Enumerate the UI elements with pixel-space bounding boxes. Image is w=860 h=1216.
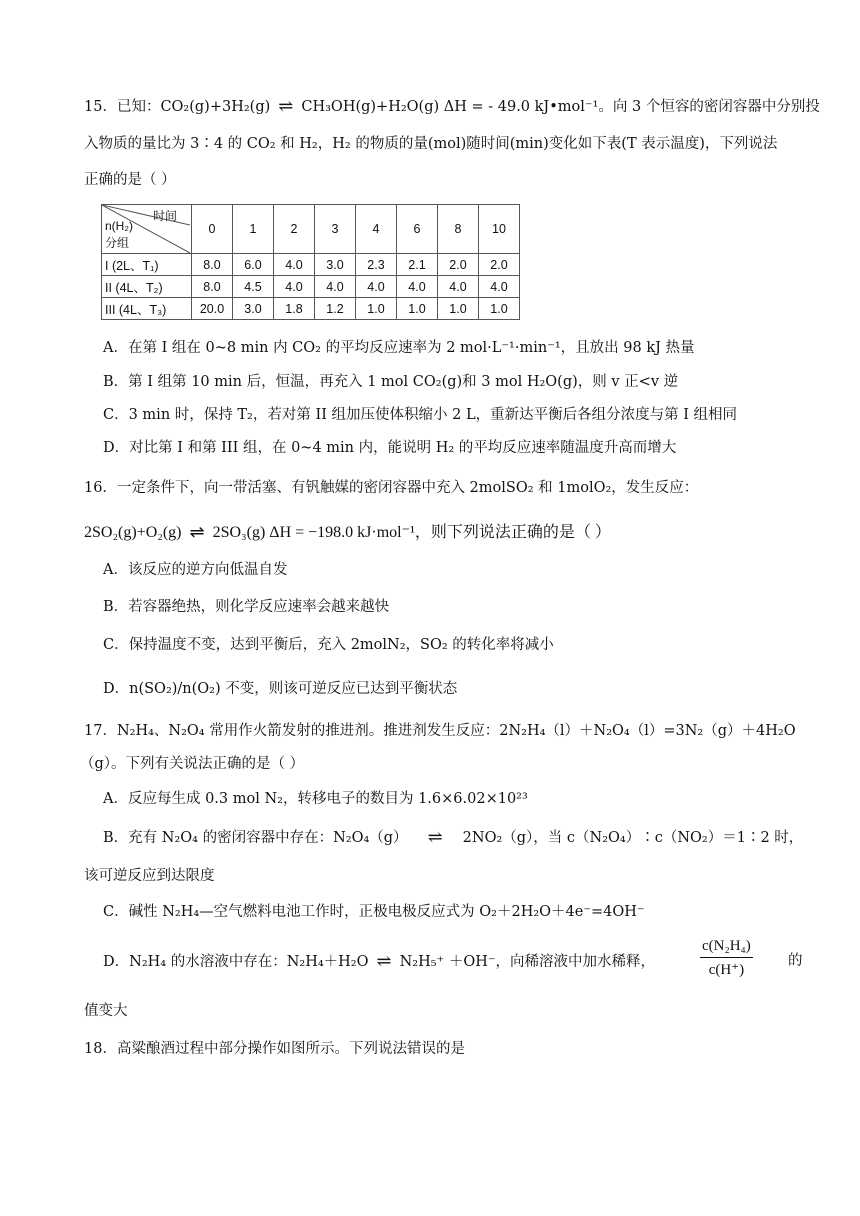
time-header: 6 — [397, 205, 438, 254]
q15-stem-part-b: CH₃OH(g)+H₂O(g) ΔH = - 49.0 kJ•mol⁻¹。向 3 个恒容的密闭容器中分别投 — [301, 99, 820, 115]
row-label: I (2L、T₁) — [102, 254, 192, 276]
table-cell: 2.0 — [479, 254, 520, 276]
row-label: III (4L、T₃) — [102, 298, 192, 320]
q15-stem-line1 — [84, 96, 820, 117]
q17-stem-line1: 17．N₂H₄、N₂O₄ 常用作火箭发射的推进剂。推进剂发生反应：2N₂H₄（l）＋N₂O₄（l）=3N₂（g）＋4H₂O — [84, 723, 796, 739]
table-cell: 4.0 — [315, 276, 356, 298]
time-header: 0 — [192, 205, 233, 254]
q16-option-c: C．保持温度不变，达到平衡后，充入 2molN₂，SO₂ 的转化率将减小 — [103, 637, 554, 653]
table-cell: 2.3 — [356, 254, 397, 276]
time-header: 10 — [479, 205, 520, 254]
table-cell: 4.0 — [438, 276, 479, 298]
q15-stem-line3: 正确的是（ ） — [84, 172, 176, 188]
q17-option-b-part-b: 2NO₂（g），当 c（N₂O₄）∶c（NO₂）＝1∶2 时， — [462, 830, 804, 846]
q15-data-table — [101, 204, 520, 320]
q16-equation — [84, 521, 611, 543]
table-cell: 4.0 — [274, 254, 315, 276]
q16-eq-left: 2SO₂(g)+O₂(g) — [84, 524, 182, 541]
q16-option-a: A．该反应的逆方向低温自发 — [103, 562, 288, 578]
table-cell: 1.0 — [479, 298, 520, 320]
table-cell: 20.0 — [192, 298, 233, 320]
corner-label-nh2: n(H₂) — [105, 219, 133, 233]
table-cell: 1.2 — [315, 298, 356, 320]
table-cell: 8.0 — [192, 276, 233, 298]
q17-fraction — [700, 938, 753, 979]
equilibrium-arrow-icon: ⇌ — [427, 827, 443, 848]
q17-option-b-part-a: B．充有 N₂O₄ 的密闭容器中存在：N₂O₄（g） — [103, 830, 408, 846]
q15-option-b: B．第 I 组第 10 min 后，恒温，再充入 1 mol CO₂(g)和 3 mol H₂O(g)，则 v 正<v 逆 — [103, 374, 679, 390]
table-cell: 1.8 — [274, 298, 315, 320]
table-cell: 2.1 — [397, 254, 438, 276]
table-row — [102, 254, 520, 276]
q16-option-b: B．若容器绝热，则化学反应速率会越来越快 — [103, 599, 390, 615]
fraction-denominator: c(H⁺) — [708, 962, 745, 978]
equilibrium-arrow-icon: ⇌ — [278, 96, 294, 117]
q17-option-d-suffix: 的 — [788, 953, 803, 969]
row-label: II (4L、T₂) — [102, 276, 192, 298]
table-cell: 1.0 — [356, 298, 397, 320]
time-header: 8 — [438, 205, 479, 254]
q16-stem-line1: 16．一定条件下，向一带活塞、有钒触媒的密闭容器中充入 2molSO₂ 和 1molO₂，发生反应： — [84, 480, 699, 496]
table-cell: 4.5 — [233, 276, 274, 298]
q17-option-b-line2: 该可逆反应到达限度 — [84, 868, 215, 884]
q17-stem-line2: （g）。下列有关说法正确的是（ ） — [80, 756, 305, 772]
q15-stem-line2: 入物质的量比为 3∶4 的 CO₂ 和 H₂，H₂ 的物质的量(mol)随时间(min)变化如下表(T 表示温度)，下列说法 — [84, 136, 778, 152]
q17-option-d-part-b: N₂H₅⁺ ＋OH⁻，向稀溶液中加水稀释， — [399, 954, 655, 970]
table-cell: 4.0 — [274, 276, 315, 298]
q15-option-a: A．在第 I 组在 0~8 min 内 CO₂ 的平均反应速率为 2 mol·L⁻¹·min⁻¹，且放出 98 kJ 热量 — [103, 340, 695, 356]
table-cell: 4.0 — [479, 276, 520, 298]
table-cell: 1.0 — [438, 298, 479, 320]
q15-option-d: D．对比第 I 和第 III 组，在 0~4 min 内，能说明 H₂ 的平均反应速率随温度升高而增大 — [103, 440, 677, 456]
q17-option-b-line1 — [103, 827, 803, 848]
table-corner-header — [102, 205, 192, 254]
q16-eq-right: 2SO₃(g) ΔH = −198.0 kJ·mol⁻¹，则下列说法正确的是（ ） — [212, 524, 611, 541]
table-cell: 4.0 — [397, 276, 438, 298]
corner-label-group: 分组 — [105, 236, 130, 250]
table-cell: 8.0 — [192, 254, 233, 276]
table-cell: 1.0 — [397, 298, 438, 320]
equilibrium-arrow-icon: ⇌ — [376, 951, 392, 972]
q17-option-d-line2: 值变大 — [84, 1003, 128, 1019]
q17-option-d-line1 — [103, 951, 655, 972]
time-header: 2 — [274, 205, 315, 254]
table-cell: 3.0 — [233, 298, 274, 320]
fraction-numerator: c(N₂H₄) — [700, 938, 753, 958]
q17-option-d-part-a: D．N₂H₄ 的水溶液中存在：N₂H₄＋H₂O — [103, 954, 369, 970]
q16-option-d: D．n(SO₂)/n(O₂) 不变，则该可逆反应已达到平衡状态 — [103, 681, 458, 697]
q17-option-a: A．反应每生成 0.3 mol N₂，转移电子的数目为 1.6×6.02×10²³ — [103, 791, 528, 807]
table-row — [102, 276, 520, 298]
equilibrium-arrow-icon: ⇌ — [189, 522, 205, 542]
q15-option-c: C．3 min 时，保持 T₂，若对第 II 组加压使体积缩小 2 L，重新达平衡后各组分浓度与第 I 组相同 — [103, 407, 738, 423]
table-row — [102, 298, 520, 320]
table-cell: 6.0 — [233, 254, 274, 276]
q15-stem-part-a: 15．已知：CO₂(g)+3H₂(g) — [84, 99, 271, 115]
table-cell: 4.0 — [356, 276, 397, 298]
corner-label-time: 时间 — [152, 209, 177, 223]
table-cell: 3.0 — [315, 254, 356, 276]
q17-option-c: C．碱性 N₂H₄—空气燃料电池工作时，正极电极反应式为 O₂＋2H₂O＋4e⁻=4OH⁻ — [103, 904, 645, 920]
time-header: 4 — [356, 205, 397, 254]
time-header: 3 — [315, 205, 356, 254]
q18-stem: 18．高粱酿酒过程中部分操作如图所示。下列说法错误的是 — [84, 1041, 465, 1057]
time-header: 1 — [233, 205, 274, 254]
table-cell: 2.0 — [438, 254, 479, 276]
